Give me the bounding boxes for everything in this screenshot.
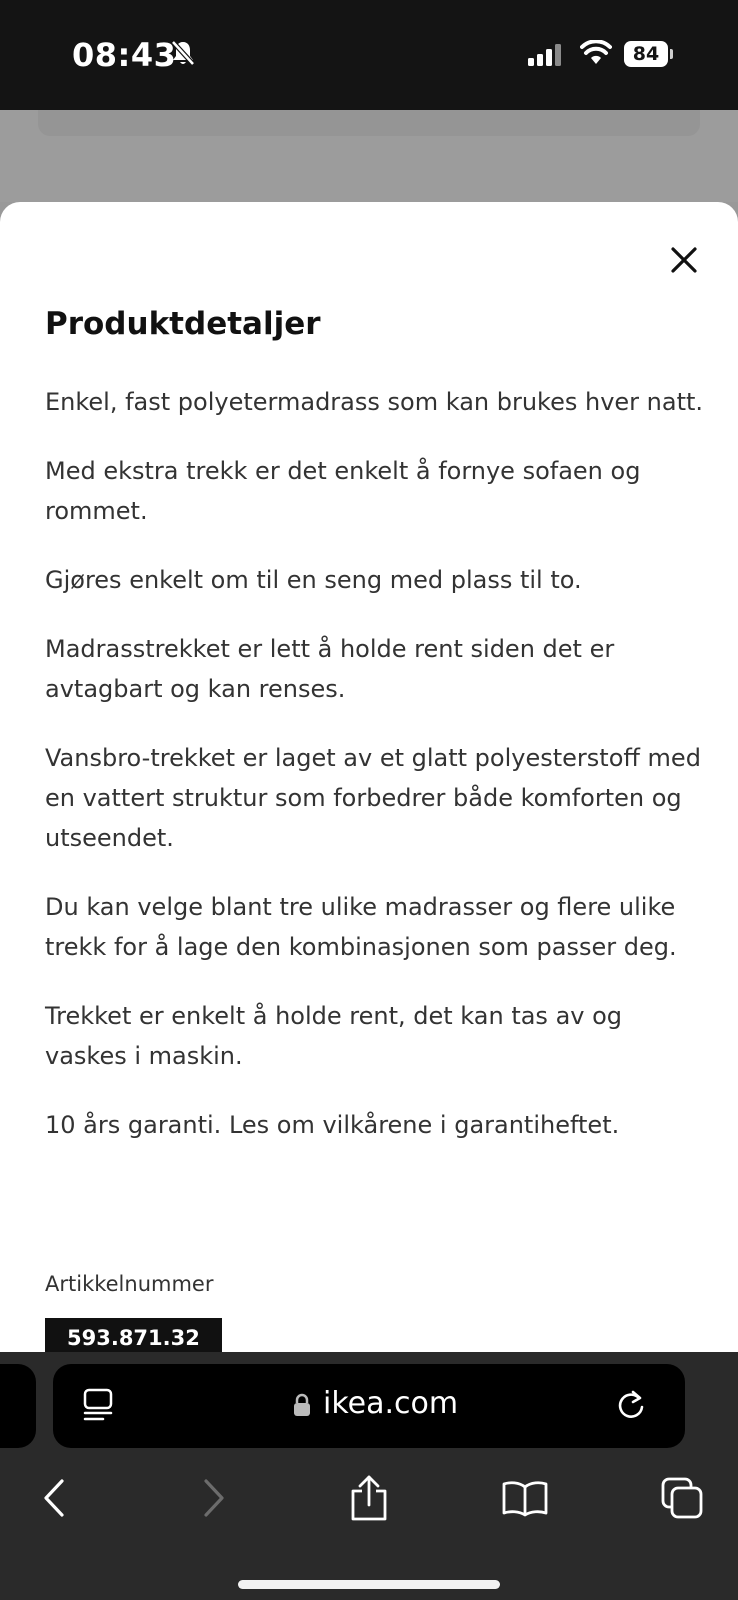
bell-muted-icon <box>170 39 196 71</box>
battery-indicator <box>624 41 670 67</box>
close-button[interactable] <box>662 238 706 282</box>
product-details-text <box>45 382 705 1174</box>
detail-paragraph: Du kan velge blant tre ulike madrasser og flere ulike trekk for å lage den kombinasjonen som passer deg. <box>45 893 677 961</box>
url-text: ikea.com <box>323 1386 459 1421</box>
detail-paragraph: 10 års garanti. Les om vilkårene i garantiheftet. <box>45 1111 620 1139</box>
chevron-right-icon <box>202 1478 226 1518</box>
back-button[interactable] <box>26 1470 82 1526</box>
previous-tab-preview[interactable] <box>0 1364 36 1448</box>
reload-icon[interactable] <box>615 1388 647 1426</box>
detail-paragraph: Enkel, fast polyetermadrass som kan brukes hver natt. <box>45 388 704 416</box>
status-time: 08:43 <box>72 36 177 74</box>
battery-tip <box>670 49 673 59</box>
status-bar <box>0 0 738 110</box>
sheet-title: Produktdetaljer <box>45 306 321 342</box>
battery-level: 84 <box>624 41 668 67</box>
tabs-icon <box>661 1477 703 1519</box>
close-icon <box>671 247 697 273</box>
reader-icon[interactable] <box>83 1388 115 1426</box>
product-details-sheet <box>0 202 738 1352</box>
article-number-label: Artikkelnummer <box>45 1272 214 1296</box>
detail-paragraph: Trekket er enkelt å holde rent, det kan tas av og vaskes i maskin. <box>45 1002 623 1070</box>
detail-paragraph: Madrasstrekket er lett å holde rent siden det er avtagbart og kan renses. <box>45 635 615 703</box>
detail-paragraph: Gjøres enkelt om til en seng med plass til to. <box>45 566 582 594</box>
cellular-signal-icon <box>528 44 562 70</box>
wifi-icon <box>580 40 612 70</box>
detail-paragraph: Med ekstra trekk er det enkelt å fornye sofaen og rommet. <box>45 457 641 525</box>
chevron-left-icon <box>42 1478 66 1518</box>
share-icon <box>349 1475 389 1521</box>
detail-paragraph: Vansbro-trekket er laget av et glatt polyesterstoff med en vattert struktur som forbedrer både komforten og utseendet. <box>45 744 701 852</box>
lock-icon <box>293 1393 311 1421</box>
article-number-badge: 593.871.32 <box>45 1318 222 1352</box>
forward-button[interactable] <box>186 1470 242 1526</box>
share-button[interactable] <box>341 1470 397 1526</box>
tabs-button[interactable] <box>654 1470 710 1526</box>
book-icon <box>502 1479 548 1517</box>
background-card <box>38 110 700 136</box>
home-indicator <box>238 1580 500 1589</box>
address-bar[interactable] <box>53 1364 685 1448</box>
bookmarks-button[interactable] <box>497 1470 553 1526</box>
browser-toolbar <box>0 1352 738 1600</box>
